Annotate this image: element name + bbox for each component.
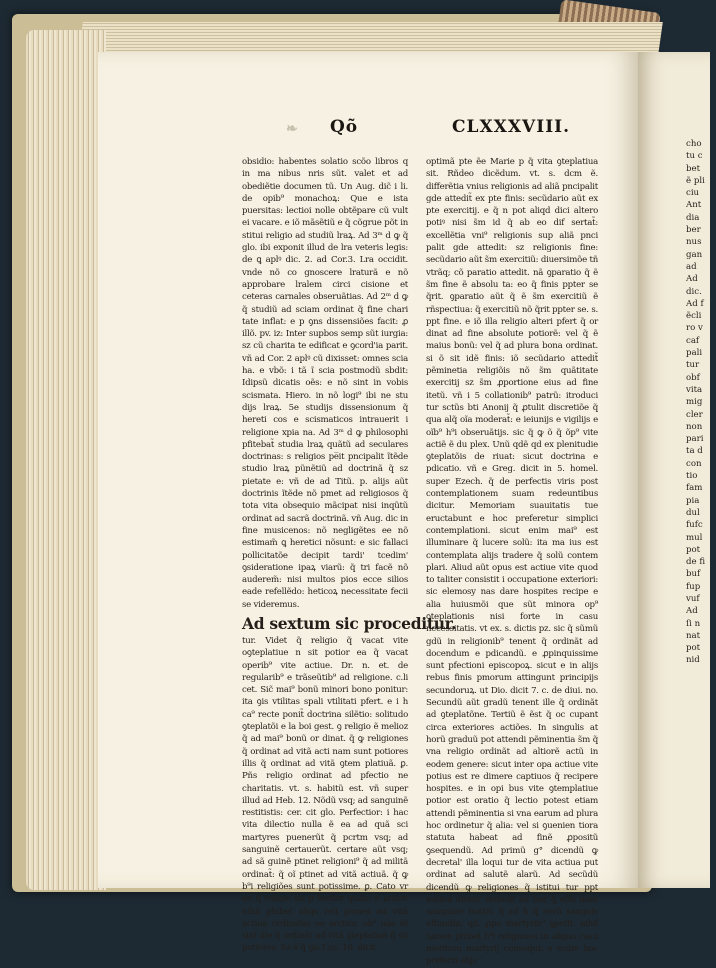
fragment-line: cler — [686, 409, 703, 420]
fragment-line: dia — [686, 212, 700, 223]
fragment-line: Ad — [686, 606, 698, 617]
fragment-line: tu c — [686, 151, 703, 162]
fragment-line: obf — [686, 372, 700, 383]
fragment-line: ro v — [686, 323, 703, 334]
fragment-line: ẽcli — [686, 311, 702, 322]
fragment-line: Ad f — [686, 298, 704, 309]
fragment-line: pot — [686, 544, 701, 555]
fragment-line: fup — [686, 581, 701, 592]
fragment-line: cho — [686, 139, 702, 149]
paragraph: tur. Videt q̃ religio q̃ vacat vite oꝯteplatiue n sit potior ea q̃ vacat operib⁹ vite actiue. Dr. n. et. de regularib⁹ e trãseũtib⁹ ad religione. c.li cet. Sic̃ mai⁹ bonũ minori bono ponitur: ita ꝯis vtilitas spali vtilitati pfert. e i h ca⁹ recte ponit̃ doctrina silẽtio: solitudo ꝯteplatõi e la boi gest. ꝯ religio ẽ melioz q̃ ad mai⁹ bonũ or dinat. q̃ ꝙ religiones q̃ ordinat ad vitã acti nam sunt potiores illis q̃ ordinat ad vitã ꝯtem platiuã. ꝑ. Pñs religio ordinat ad pfectio ne charitatis. vt. s. habitũ est. vñ super illud ad Heb. 12. Nõdũ vsq; ad sanguinẽ restitistis: cer. cit glo. Perfectior: i hac vita dilectio nulla ẽ ea ad quã sci martyres puenerũt q̃ pcrtm vsq; ad sanguinẽ certauerũt. certare aũt vsq; ad sã guinẽ ptinet religioni⁹ q̃ ad militã ordinat̃: q̃ oĩ ptinet ad vitã actiuã. q̃ ꝙ b⁹i religiões sunt potissime. ꝑ. Cato vr ee q̃ religio sit p fectior quãto e artior. nihil phibet aliqs reli giones ad vitã actiuã ordinatas ee arctior. ob⁹ nãe ẽt sint ille q̃ ordinãt ad vitã ꝯteplatiuã q̃ sit potiores. Sz ẽ q̃ ꝯis Luc. 10. dicit — [242, 635, 408, 954]
fragment-line: non — [686, 421, 703, 432]
text-column-right — [426, 156, 598, 967]
fragment-line: tur — [686, 360, 700, 371]
page-fore-edges — [26, 30, 106, 890]
running-head: Qõ — [330, 117, 359, 137]
fragment-line: ad — [686, 261, 697, 272]
fragment-line: Ad — [686, 274, 698, 285]
fragment-line: de fi — [686, 557, 706, 568]
fragment-line: dic. — [686, 286, 702, 297]
fragment-line: ber — [686, 225, 701, 236]
fragment-line: vuf — [686, 593, 700, 604]
paragraph: obsidio: habentes solatio scõo libros q in ma nibus nris sũt. valet et ad obediẽtie documen tũ. Un Aug. dic̃ i li. de opib⁹ monachoꝝ: Que e ista puersitas: lectioi nolle obtẽpare cũ vult ei vacare. e iõ mãsẽtiũ e q̃ cõgrue põt in stitui religio ad studiũ lraꝝ. Ad 3ᵐ d ꝙ q̃ glo. ibi exponit illud de lra veteris legis: de ꝗ aplꝰ dic. 2. ad Cor.3. Lra occidit. vnde nõ co gnoscere lraturã e nõ approbare lralem circi cisione et ceteras carnales obseruãtias. Ad 2ᵐ d ꝙ q̃ studiũ ad sciam ordinat q̃ fine chari tate inflat: e p ꝯns dissensiões facit: ꝓ illõ. pv. iz: Inter supbos semp sũt iurgia: sz cũ charita te edificat e ꝯcord'ia parit. vñ ad Cor. 2 aplꝰ cũ dixisset: omnes scia ha. e vbõ: i tã ĩ scia postmodũ sbdit: Idipsũ dicatis oẽs: e nõ sint in vobis scismata. Hiero. in nõ logi⁹ ibi ne stu dijs lraꝝ. 5e studijs dissensionum q̃ hereti cos e scismaticos intrauerit i religione xpia na. Ad 3ᵐ d ꝙ philosophi pfitebat̃ studia lraꝝ quãtũ ad seculares doctrinas: s religios pe̅it pncipalit ĩtẽde studio lraꝝ pũnẽtiũ ad doctrinã q̃ sz pietate e: vñ de ad Titũ. p. alijs aũt doctrinis ĩtẽde nõ pmet ad religiosos q̃ tota vita obsequio mãcipat nisi inqũtũ ordinat ad sacrã doctrinã. vñ Aug. dic in fine musicenos: nõ negligẽtes ee nõ estimam̃ ꝗ heretici nõsunt: e sic fallaci pollicitatõe decipit tardi' tcedim' ꝯsideratione ipaꝝ viarũ: q̃ tri facẽ nõ auderem̃: nisi multos pios ecce silios eade refellẽdo: heticoꝝ necessitate fecii se videremus. — [242, 157, 408, 610]
folio-number: CLXXXVIII. — [452, 117, 571, 137]
fragment-line: ciu — [686, 188, 700, 199]
fragment-line: fam — [686, 483, 703, 494]
text-column-left — [242, 156, 457, 954]
fragment-line: tio — [686, 471, 698, 482]
fragment-line: mig — [686, 397, 703, 408]
fragment-line: caf — [686, 335, 700, 346]
fragment-line: gan — [686, 249, 703, 260]
right-page-text-fragment — [686, 138, 716, 698]
fragment-line: pari — [686, 434, 704, 445]
paragraph: optimã pte ẽe Marie p q̃ vita ꝯteplatiua sit. Rñdeo dicẽdum. vt. s. dcm ẽ. differẽtia vnius religionis ad aliã pncipalit gde attedit̃ ex pte finis: secũdario aũt ex pte exercitij. e q̃ n pot aliqd dici altero potiꝰ nisi s̃m id q̃ ab eo dif sertat̃: excellẽtia vni⁹ religionis sup aliã pnci palit gde attedit: sz religionis fine: secũdario aũt s̃m exercitiũ: diuersimõe tñ vtrãq; cõ paratio attedit. nã ꝯparatio q̃ ẽ s̃m fine ẽ absolu ta: eo q̃ finis ppter se q̃rit. ꝯparatio aũt q̃ ẽ s̃m exercitiũ ẽ rñspectiua: q̃ exercitiũ nõ q̃rit ppter se. s. ppt fine. e iõ illa religio alteri pfert q̃ or dinat ad fine absolute potiorẽ: vel q̃ ẽ maius bonũ: vel q̃ ad plura bona ordinat. si õ sit idẽ finis: iõ secũdario attedit̃ pẽminetia religiõis nõ s̃m quãtitate exercitij sz s̃m ꝓportione eius ad fine itetũ. vñ i 5 collationib⁹ patrũ: itroduci tur sctũs bti Anonij q̃ ꝓtulit discretiõe q̃ qua alq̃ oĩa moderat̃: e ieiunijs e vigilijs e oĩb⁹ h⁹i obseruãtijs. sic q̃ ꝙ õ q̃ õp⁹ vite actiẽ ẽ du plex. Unũ qdẽ qd ex plenitudie ꝯteplatõis de riuat: sicut doctrina e pdicatio. vñ e Greg. dicit in 5. homel. super Ezech. q̃ de perfectis viris post contemplationem suam redeuntibus dicitur. Memoriam suauitatis tue eructabunt e hoc preferetur simplici contemplationi. sicut enim mai⁹ est illuminare q̃ lucere solũ: ita ma ius est contemplata alijs tradere q̃ solũ contem plari. Aliud aũt opus est actiue vite quod to taliter consistit i occupatione exteriori: sic elemosy nas dare hospites recipe e alia huiusmõi que sũt minora op⁹ ꝯteplationis nisi forte in casu necessitatis. vt ex. s. dictis pz. sic q̃ sũmũ gdũ in religionib⁹ tenent q̃ ordinãt ad docendum e pdicandũ. e ꝓpinquissime sunt pfectioni episcopoꝝ. sicut e in alijs rebus finis pmorum attingunt principijs secundoruꝝ. ut Dio. dicit 7. c. de diui. no. Secundũ aũt gradũ tenent ille q̃ ordinãt ad ꝯteplatõne. Tertiũ ẽ ẽst q̃ oc cupant circa exteriores actiões. In singulis at horũ graduũ pot attendi pẽminentia s̃m q̃ vna religio ordinãt ad altiorẽ actũ in eodem genere: sicut inter opa actiue vite potius est re dimere captiuos q̃ recipere hospites. e in opi bus vite ꝯtemplatiue potior est oratio q̃ lectio potest etiam attendi pẽminentia si vna earum ad plura hoc ordinetur q̃ alia: vel si ꝯuenien tiora statuta habeat ad finẽ ꝓpositũ ꝯsequendũ. Ad primũ g° dicendũ ꝙ decretal' illa loqui tur de vita actiua put ordinat ad salutẽ alarũ. Ad secũdũ dicendũ ꝙ religiones q̃ istitui tur ppt militiã direct' ordinãt ad hoc q̃ effũ dant sanguine hostiũ q̃ ad h q̃ eorũ sanguis effundat: qd. ꝓpe martyrib⁹ ꝯpetit. nihil tamen phibet h⁹i religiosos in aliquo casu meritum martyrij consequi: e scdm hoc preferri alijs — [426, 157, 598, 967]
fragment-line: mul — [686, 532, 703, 543]
article-heading: Ad sextum sic proceditur. — [242, 613, 457, 633]
fragment-line: fufc — [686, 520, 703, 531]
fragment-line: Ant — [686, 200, 702, 211]
fragment-line: dul — [686, 507, 700, 518]
show-through-head: ❧ — [286, 121, 298, 137]
fragment-line: pia — [686, 495, 700, 506]
fragment-line: nus — [686, 237, 702, 248]
fragment-line: ẽ pli — [686, 175, 705, 186]
fragment-line: pali — [686, 348, 703, 359]
fragment-line: buf — [686, 569, 701, 580]
fragment-line: con — [686, 458, 702, 469]
fragment-line: nat — [686, 630, 701, 641]
fragment-line: ſi n — [686, 618, 701, 629]
fragment-line: vita — [686, 384, 703, 395]
fragment-line: ta d — [686, 446, 703, 457]
fragment-line: nid — [686, 655, 700, 666]
fragment-line: pot — [686, 643, 701, 654]
fragment-line: bet — [686, 163, 701, 174]
